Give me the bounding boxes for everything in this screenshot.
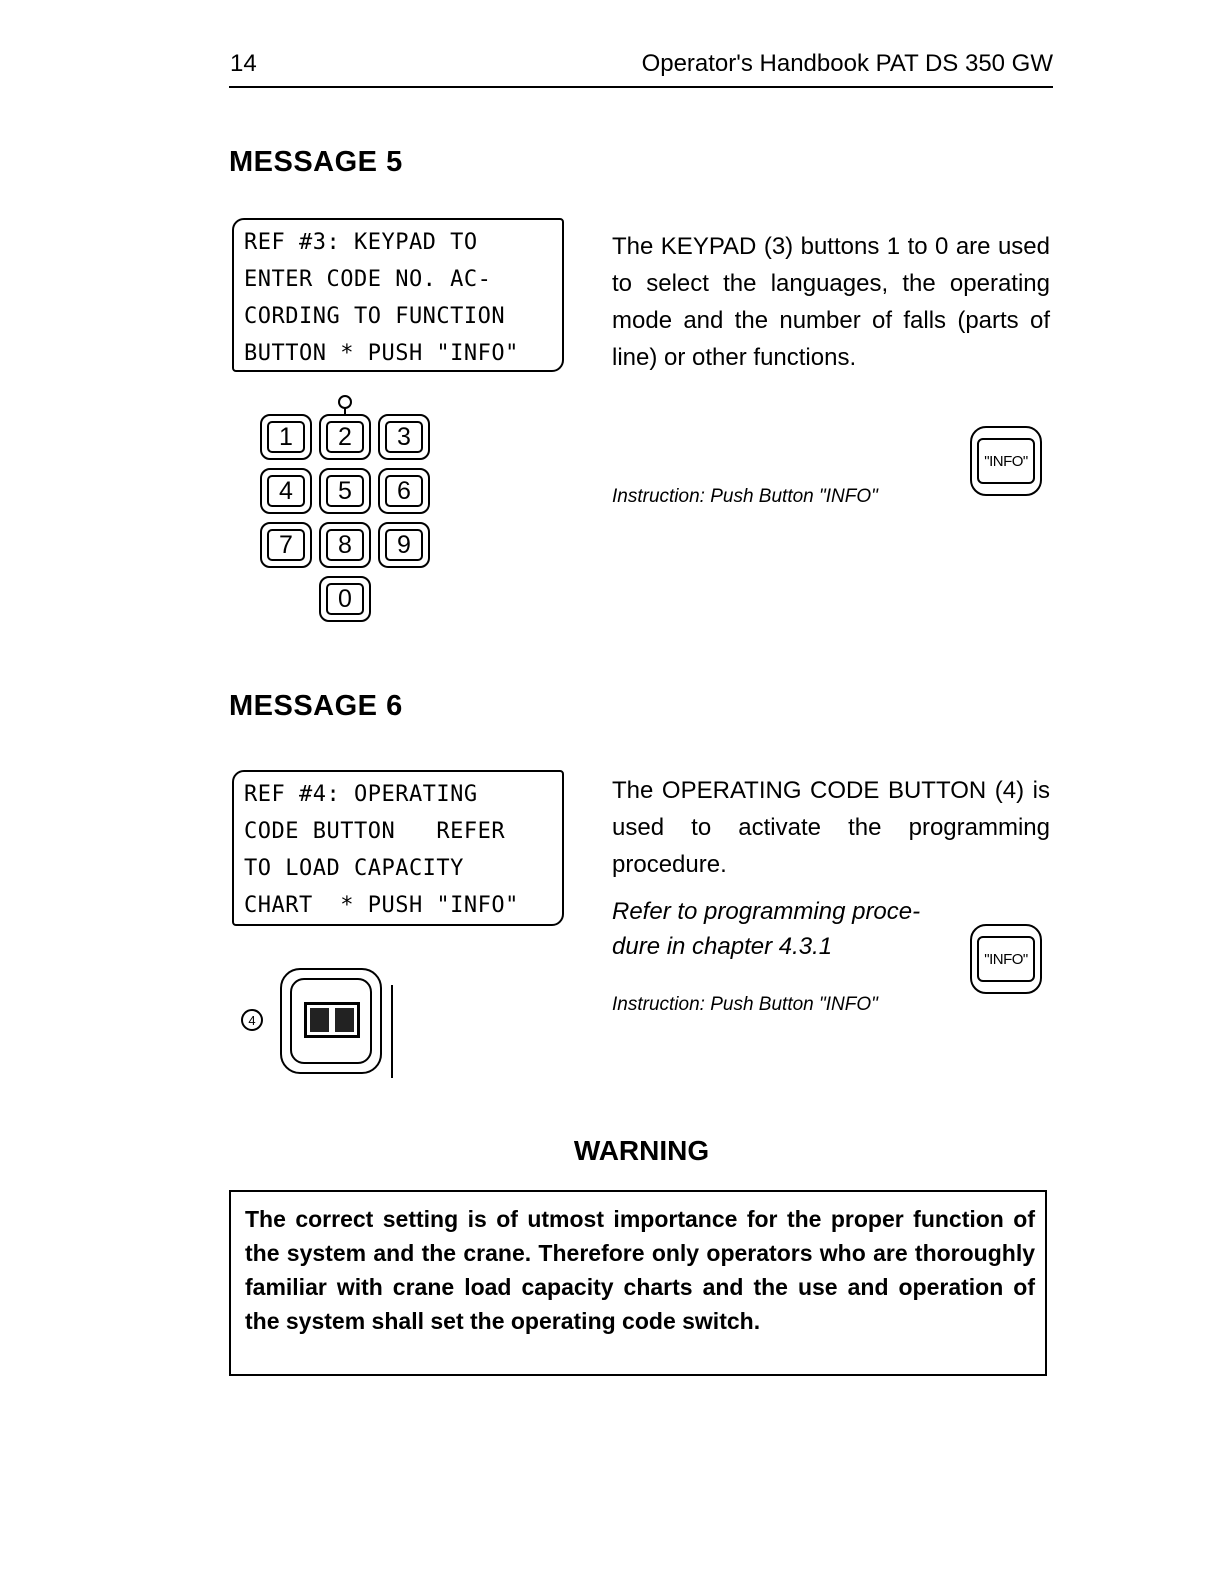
operating-code-switch xyxy=(304,1002,360,1038)
key-label: 1 xyxy=(267,421,305,453)
key-1[interactable] xyxy=(260,414,312,460)
message-6-display xyxy=(232,770,564,926)
message-5-instruction: Instruction: Push Button "INFO" xyxy=(612,486,878,507)
operating-code-callout xyxy=(241,1009,263,1031)
key-label: 8 xyxy=(326,529,364,561)
info-button-label: "INFO" xyxy=(977,936,1035,982)
display-line: CHART * PUSH "INFO" xyxy=(244,893,519,918)
message-5-heading: MESSAGE 5 xyxy=(229,146,403,178)
message-5-description: The KEYPAD (3) buttons 1 to 0 are used to select the languages, the operating mode and the number of falls (parts of line) or other functions. xyxy=(612,233,1050,371)
key-label: 2 xyxy=(326,421,364,453)
key-8[interactable] xyxy=(319,522,371,568)
key-9[interactable] xyxy=(378,522,430,568)
key-6[interactable] xyxy=(378,468,430,514)
callout-number: 4 xyxy=(248,1012,256,1028)
key-7[interactable] xyxy=(260,522,312,568)
code-digit-wheel xyxy=(335,1008,354,1032)
key-label: 6 xyxy=(385,475,423,507)
code-digit-wheel xyxy=(310,1008,329,1032)
warning-text: The correct setting is of utmost importance for the proper function of the system and the crane. Therefore only operators who are thoroughly familiar with crane load capacity charts and the use and operation of the system shall set the operating code switch. xyxy=(245,1206,1035,1334)
key-label: 9 xyxy=(385,529,423,561)
keypad-callout-icon xyxy=(338,395,352,409)
programming-reference-line-2: dure in chapter 4.3.1 xyxy=(612,933,833,960)
message-6-description: The OPERATING CODE BUTTON (4) is used to activate the programming procedure. xyxy=(612,777,1050,878)
keypad-illustration xyxy=(258,398,433,628)
key-4[interactable] xyxy=(260,468,312,514)
warning-title: WARNING xyxy=(573,1135,710,1166)
key-3[interactable] xyxy=(378,414,430,460)
message-6-instruction: Instruction: Push Button "INFO" xyxy=(612,994,878,1015)
key-label: 0 xyxy=(326,583,364,615)
page-number: 14 xyxy=(230,50,257,77)
key-0[interactable] xyxy=(319,576,371,622)
key-label: 3 xyxy=(385,421,423,453)
display-line: CORDING TO FUNCTION xyxy=(244,304,506,329)
programming-reference-line-1: Refer to programming proce- xyxy=(612,898,921,925)
key-2[interactable] xyxy=(319,414,371,460)
message-5-display xyxy=(232,218,564,372)
display-line: BUTTON * PUSH "INFO" xyxy=(244,341,519,366)
display-line: REF #4: OPERATING xyxy=(244,782,478,807)
display-line: REF #3: KEYPAD TO xyxy=(244,230,478,255)
info-button[interactable] xyxy=(970,426,1042,496)
running-title: Operator's Handbook PAT DS 350 GW xyxy=(641,50,1053,77)
operating-code-button[interactable] xyxy=(280,968,382,1074)
header-rule xyxy=(229,86,1053,88)
panel-edge-line xyxy=(391,985,393,1078)
key-label: 5 xyxy=(326,475,364,507)
message-6-heading: MESSAGE 6 xyxy=(229,690,403,722)
key-label: 7 xyxy=(267,529,305,561)
warning-box xyxy=(229,1190,1047,1376)
info-button-label: "INFO" xyxy=(977,438,1035,484)
display-line: ENTER CODE NO. AC- xyxy=(244,267,492,292)
key-5[interactable] xyxy=(319,468,371,514)
key-label: 4 xyxy=(267,475,305,507)
display-line: TO LOAD CAPACITY xyxy=(244,856,464,881)
display-line: CODE BUTTON REFER xyxy=(244,819,506,844)
info-button[interactable] xyxy=(970,924,1042,994)
